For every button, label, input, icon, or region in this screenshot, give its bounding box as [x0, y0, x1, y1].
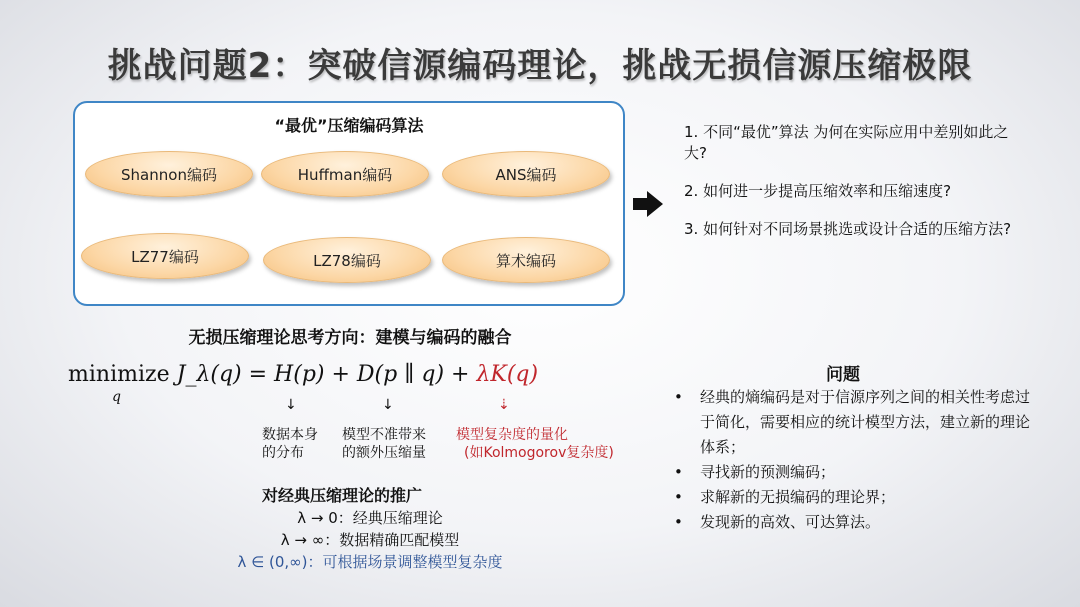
down-arrow-icon: ↓ [382, 397, 394, 413]
problem-item: • 寻找新的预测编码； [672, 460, 1037, 485]
right-arrow-icon [633, 191, 663, 217]
problem-item: • 经典的熵编码是对于信源序列之间的相关性考虑过于简化，需要相应的统计模型方法，建立新的理论体系； [672, 385, 1037, 460]
note-model-mismatch: 模型不准带来 的额外压缩量 [342, 427, 426, 461]
formula-body: J_λ(q) = H(p) + D(p ∥ q) + [176, 362, 477, 387]
note-complexity: 模型复杂度的量化 (如Kolmogorov复杂度) [456, 427, 614, 461]
algorithm-box [73, 101, 625, 306]
note-data-distribution: 数据本身 的分布 [262, 427, 318, 461]
formula-complexity-term: λK(q) [476, 362, 539, 387]
algorithm-lz78: LZ78编码 [263, 237, 431, 283]
problems-title: 问题 [826, 365, 860, 385]
problem-item: • 发现新的高效、可达算法。 [672, 510, 1037, 535]
objective-formula [68, 362, 538, 387]
question-3: 3. 如何针对不同场景挑选或设计合适的压缩方法? [684, 220, 1012, 238]
generalization-line-3: λ ∈ (0,∞)：可根据场景调整模型复杂度 [237, 553, 503, 571]
algorithm-ans: ANS编码 [442, 151, 610, 197]
questions-list [684, 122, 1024, 257]
generalization-title: 对经典压缩理论的推广 [262, 486, 423, 505]
algorithm-box-title: “最优”压缩编码算法 [274, 116, 424, 135]
question-2: 2. 如何进一步提高压缩效率和压缩速度? [684, 182, 952, 200]
algorithm-shannon: Shannon编码 [85, 151, 253, 197]
problems-list [672, 385, 1037, 535]
slide-title: 挑战问题2：突破信源编码理论，挑战无损信源压缩极限 [107, 46, 973, 86]
formula-subscript: q [112, 389, 121, 405]
algorithm-lz77: LZ77编码 [81, 233, 249, 279]
down-arrow-icon: ⇣ [498, 397, 510, 413]
generalization-line-1: λ → 0：经典压缩理论 [297, 509, 443, 527]
fusion-title: 无损压缩理论思考方向：建模与编码的融合 [188, 328, 512, 348]
formula-minimize: minimize [68, 362, 170, 387]
algorithm-arithmetic: 算术编码 [442, 237, 610, 283]
problem-item: • 求解新的无损编码的理论界； [672, 485, 1037, 510]
algorithm-huffman: Huffman编码 [261, 151, 429, 197]
question-1: 1. 不同“最优”算法 为何在实际应用中差别如此之大? [684, 123, 1009, 162]
down-arrow-icon: ↓ [285, 397, 297, 413]
generalization-line-2: λ → ∞：数据精确匹配模型 [280, 531, 460, 549]
